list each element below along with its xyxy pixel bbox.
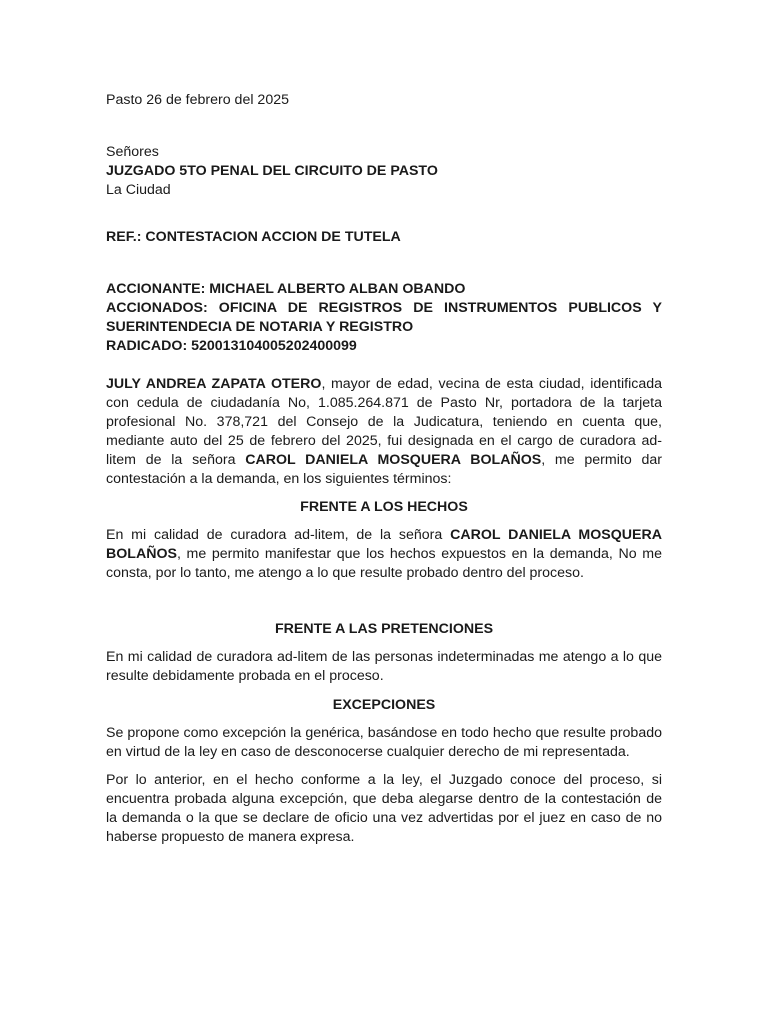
court-name: JUZGADO 5TO PENAL DEL CIRCUITO DE PASTO: [106, 163, 438, 179]
reference-line: REF.: CONTESTACION ACCION DE TUTELA: [106, 229, 401, 245]
document-page: [106, 91, 662, 847]
intro-text-b: , me permito dar contestación a la demanda, en los siguientes términos:: [106, 452, 662, 487]
hechos-text-a: En mi calidad de curadora ad-litem, de la señora: [106, 527, 451, 543]
date-line: Pasto 26 de febrero del 2025: [106, 92, 289, 108]
city-line: La Ciudad: [106, 182, 171, 198]
heading-excepciones: EXCEPCIONES: [332, 697, 436, 713]
excepciones-paragraph-2: Por lo anterior, en el hecho conforme a la ley, el Juzgado conoce del proceso, si encuentra probada alguna excepción, que deba alegarse dentro de la contestación de la demanda o la que se declare de oficio una vez advertidas por el juez en caso de no haberse propuesto de manera expresa.: [106, 772, 662, 845]
client-name: CAROL DANIELA MOSQUERA BOLAÑOS: [245, 452, 542, 468]
accionados-line: ACCIONADOS: OFICINA DE REGISTROS DE INSTRUMENTOS PUBLICOS Y SUERINTENDECIA DE NOTARIA Y REGISTRO: [106, 300, 662, 335]
signer-name: JULY ANDREA ZAPATA OTERO: [106, 376, 322, 392]
heading-pretenciones: FRENTE A LAS PRETENCIONES: [274, 621, 494, 637]
hechos-paragraph: [106, 526, 662, 583]
intro-paragraph: [106, 375, 662, 489]
radicado-line: RADICADO: 52001310400520240009​9: [106, 338, 357, 354]
heading-hechos: FRENTE A LOS HECHOS: [300, 499, 468, 515]
accionante-line: ACCIONANTE: MICHAEL ALBERTO ALBAN OBANDO: [106, 281, 466, 297]
parties-block: [106, 280, 662, 356]
hechos-text-b: , me permito manifestar que los hechos expuestos en la demanda, No me consta, por lo tanto, me atengo a lo que resulte probado dentro del proceso.: [106, 546, 662, 581]
hechos-client-name: CAROL DANIELA MOSQUERA BOLAÑOS: [106, 527, 662, 562]
pretenciones-paragraph: En mi calidad de curadora ad-litem de las personas indeterminadas me atengo a lo que resulte debidamente probada en el proceso.: [106, 649, 662, 684]
salutation: Señores: [106, 144, 159, 160]
excepciones-paragraph-1: Se propone como excepción la genérica, basándose en todo hecho que resulte probado en virtud de la ley en caso de desconocerse cualquier derecho de mi representada.: [106, 725, 662, 760]
addressee-block: [106, 143, 662, 200]
intro-text-a: , mayor de edad, vecina de esta ciudad, identificada con cedula de ciudadanía No, 1.085.264.871 de Pasto Nr, portadora de la tarjeta profesional No. 378,721 del Consejo de la Judicatura, teniendo en cuenta que, mediante auto del 25 de febrero del 2025, fui designada en el cargo de curadora ad-litem de la señora: [106, 376, 662, 468]
